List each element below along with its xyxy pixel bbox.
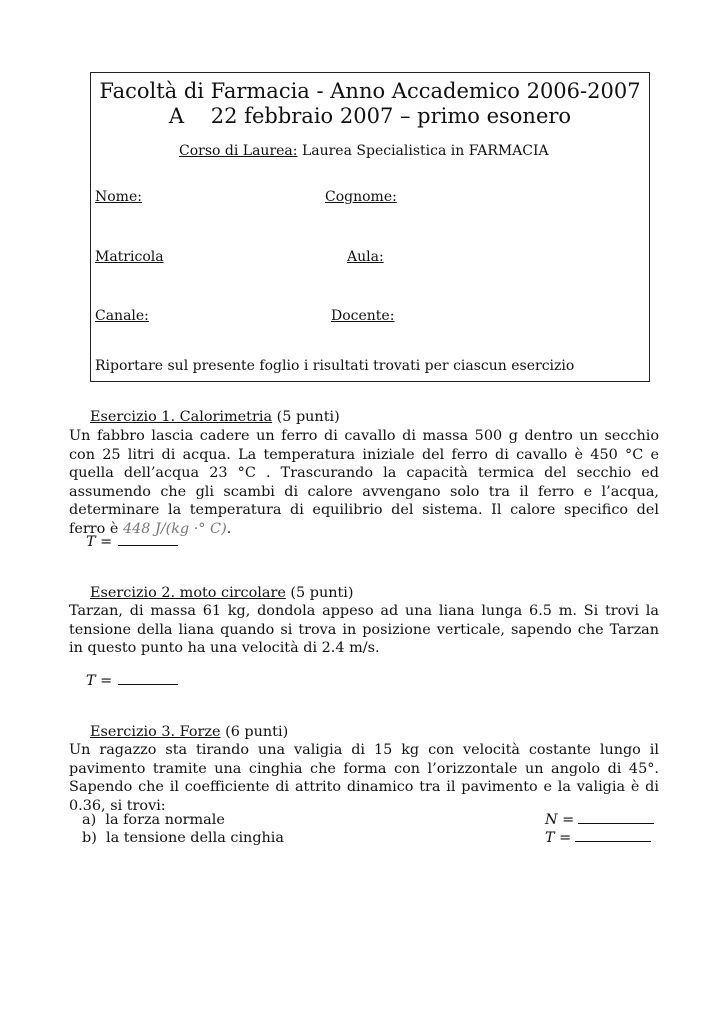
aula-label: Aula:: [347, 249, 384, 265]
ex1-points: (5 punti): [272, 409, 340, 425]
ex1-heading: [90, 408, 340, 426]
ex1-text-end: .: [226, 520, 232, 537]
matricola-label: Matricola: [95, 249, 164, 265]
ex3-title: Esercizio 3. Forze: [90, 724, 221, 740]
ex1-specific-heat: 448 J/(kg ·° C): [122, 520, 227, 537]
ex3-heading: [90, 723, 288, 741]
ex3-item-a: a) la forza normale: [82, 812, 225, 828]
header-box: [90, 72, 650, 382]
ex1-answer-label: T =: [86, 534, 113, 550]
ex2-text: Tarzan, di massa 61 kg, dondola appeso ad una liana lunga 6.5 m. Si trovi la tensione della liana quando si trova in posizione verticale, sapendo che Tarzan in questo punto ha una velocità di 2.4 m/s.: [69, 603, 659, 657]
ex2-heading: [90, 584, 354, 602]
canale-label: Canale:: [95, 308, 149, 324]
ex3-answer-a: [545, 811, 654, 829]
ex3-text: Un ragazzo sta tirando una valigia di 15 kg con velocità costante lungo il pavimento tramite una cinghia che forma con l’orizzontale un angolo di 45°. Sapendo che il coefficiente di attrito dinamico tra il pavimento e la valigia è di 0.36, si trovi:: [69, 742, 659, 814]
course-line: [179, 143, 549, 159]
ex2-answer: [86, 672, 178, 690]
ex3-answer-b: [545, 829, 651, 847]
ex3-item-b: b) la tensione della cinghia: [82, 830, 284, 846]
ex2-answer-line[interactable]: [118, 672, 178, 685]
instruction-text: Riportare sul presente foglio i risultati trovati per ciascun esercizio: [95, 358, 575, 374]
ex1-text-a: Un fabbro lascia cadere un ferro di cavallo di massa 500 g dentro un secchio con 25 litri di acqua. La temperatura iniziale del ferro di cavallo è 450 °C e quella dell’acqua 23 °C . Trascurando la capacità termica del secchio ed assumendo che gli scambi di calore avvengano solo tra il ferro e l’acqua, determinare la temperatura di equilibrio del sistema. Il calore specifico del ferro è: [69, 428, 659, 537]
ex1-answer: [86, 533, 178, 551]
ex3-answer-a-label: N =: [545, 812, 575, 828]
ex3-answer-a-line[interactable]: [578, 811, 654, 824]
ex1-answer-line[interactable]: [118, 533, 178, 546]
docente-label: Docente:: [331, 308, 395, 324]
exam-title: Facoltà di Farmacia - Anno Accademico 2006-2007: [99, 79, 641, 103]
course-value: Laurea Specialistica in FARMACIA: [297, 143, 549, 159]
ex1-text: [69, 427, 659, 539]
ex1-title: Esercizio 1. Calorimetria: [90, 409, 273, 425]
course-label: Corso di Laurea:: [179, 143, 298, 159]
ex2-points: (5 punti): [285, 585, 354, 601]
ex3-answer-b-label: T =: [545, 830, 572, 846]
exam-subtitle: A 22 febbraio 2007 – primo esonero: [168, 104, 572, 128]
ex3-answer-b-line[interactable]: [575, 829, 651, 842]
ex3-points: (6 punti): [220, 724, 289, 740]
ex2-answer-label: T =: [86, 673, 113, 689]
nome-label: Nome:: [95, 189, 142, 205]
ex2-title: Esercizio 2. moto circolare: [90, 585, 286, 601]
cognome-label: Cognome:: [325, 189, 397, 205]
